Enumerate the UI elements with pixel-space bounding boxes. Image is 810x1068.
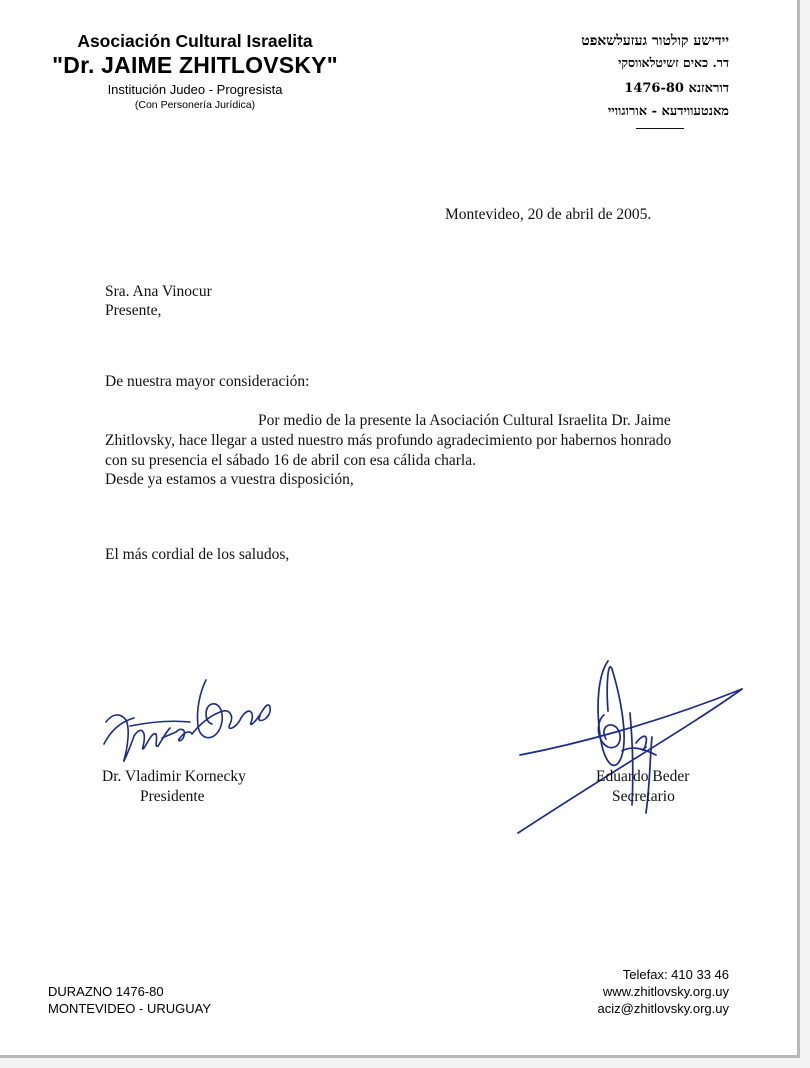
footer-email-link[interactable]: aciz@zhitlovsky.org.uy <box>597 1001 729 1016</box>
footer-address-city: MONTEVIDEO - URUGUAY <box>48 1001 211 1016</box>
org-legal-note: (Con Personería Jurídica) <box>134 99 256 111</box>
hebrew-city: מאנטעווידעא - אורוגוויי <box>607 104 729 119</box>
footer-telefax: Telefax: 410 33 46 <box>622 967 729 982</box>
footer-address-street: DURAZNO 1476-80 <box>48 984 164 999</box>
recipient-presente: Presente, <box>105 302 162 319</box>
body-line: Por medio de la presente la Asociación Cultural Israelita Dr. Jaime <box>258 412 671 429</box>
letterhead-divider <box>636 128 684 129</box>
letter-date: Montevideo, 20 de abril de 2005. <box>445 206 652 223</box>
org-subtitle: Institución Judeo - Progresista <box>107 82 283 97</box>
body-line: Zhitlovsky, hace llegar a usted nuestro más profundo agradecimiento por habernos honrado <box>105 432 672 449</box>
closing: El más cordial de los saludos, <box>105 546 290 563</box>
signatory-name-president: Dr. Vladimir Kornecky <box>102 768 246 785</box>
salutation: De nuestra mayor consideración: <box>105 373 310 390</box>
signature-president <box>100 662 275 772</box>
org-honoree: "Dr. JAIME ZHITLOVSKY" <box>52 52 338 78</box>
hebrew-honoree: דר. כאים זשיטלאווסקי <box>618 55 729 70</box>
org-name: Asociación Cultural Israelita <box>77 31 313 51</box>
signatory-name-secretary: Eduardo Beder <box>596 768 690 785</box>
hebrew-org-name: יידישע קולטור געזעלשאפט <box>581 33 729 49</box>
signatory-title-secretary: Secretario <box>612 788 675 805</box>
recipient-name: Sra. Ana Vinocur <box>105 283 212 300</box>
signature-secretary <box>512 655 747 840</box>
body-line: Desde ya estamos a vuestra disposición, <box>105 471 354 488</box>
signatory-title-president: Presidente <box>140 788 205 805</box>
footer-website-link[interactable]: www.zhitlovsky.org.uy <box>602 984 729 999</box>
body-line: con su presencia el sábado 16 de abril con esa cálida charla. <box>105 452 476 469</box>
hebrew-address: דוראזנא 1476-80 <box>624 81 729 96</box>
